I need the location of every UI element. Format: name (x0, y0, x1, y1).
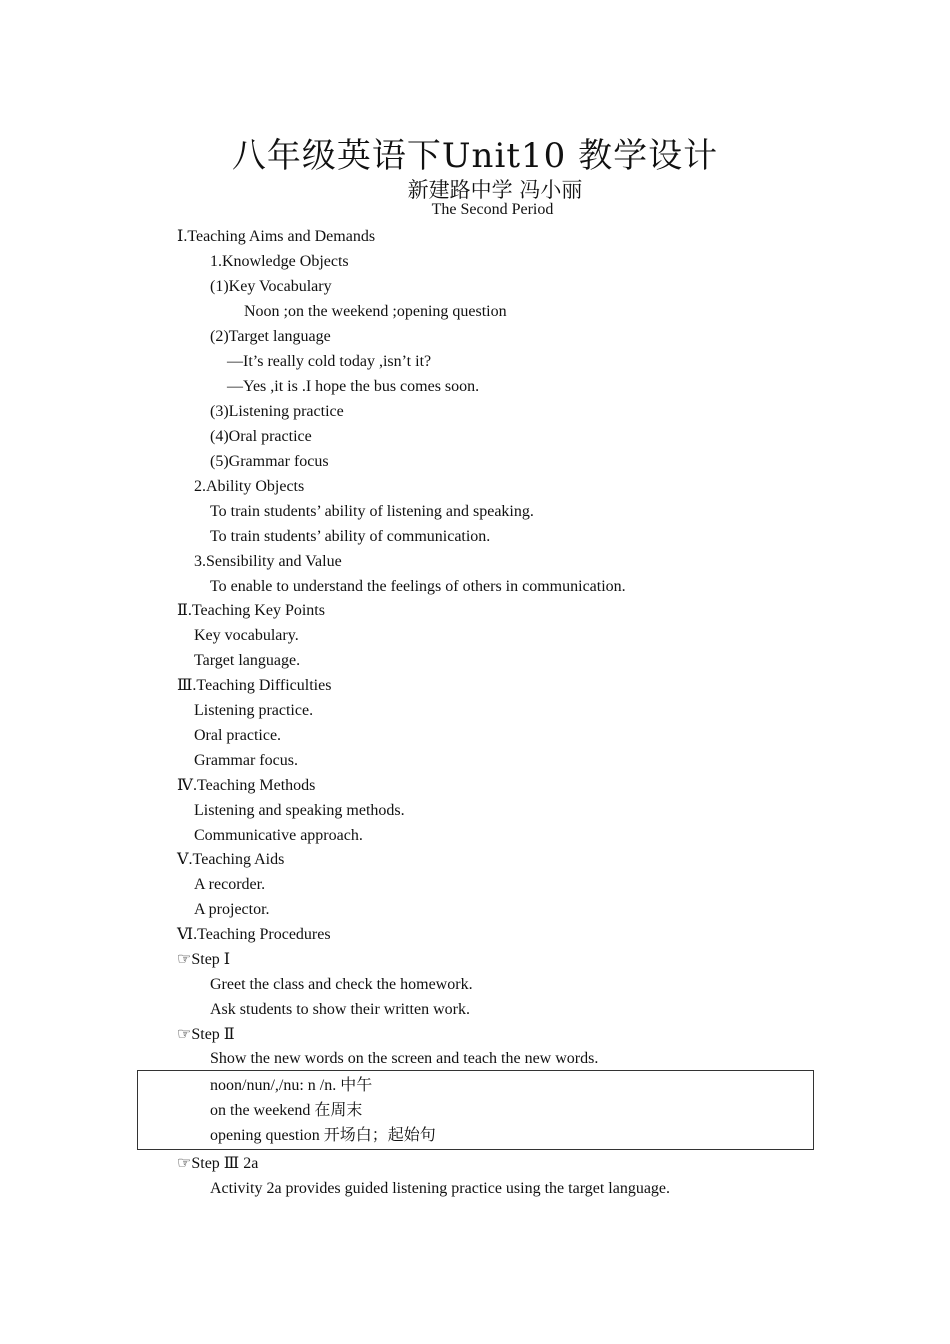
paragraph-line: Listening and speaking methods. (194, 802, 405, 819)
vocab-row: on the weekend 在周末 (210, 1102, 363, 1119)
dialogue-line: —It’s really cold today ,isn’t it? (227, 353, 432, 370)
period-line: The Second Period (431, 201, 554, 218)
section-heading-difficulties: Ⅲ.Teaching Difficulties (177, 677, 332, 694)
step-heading: ☞Step Ⅰ (177, 951, 231, 968)
item-listening: (3)Listening practice (210, 403, 344, 420)
paragraph-line: Listening practice. (194, 702, 314, 719)
paragraph-line: Greet the class and check the homework. (210, 976, 473, 993)
vocab-row: opening question 开场白；起始句 (210, 1127, 436, 1144)
section-heading-aids: Ⅴ.Teaching Aids (177, 851, 285, 868)
document-title: 八年级英语下Unit10 教学设计 (231, 136, 719, 176)
sub-heading-ability: 2.Ability Objects (194, 478, 305, 495)
paragraph-line: A projector. (194, 901, 270, 918)
paragraph-line: To train students’ ability of communication. (210, 528, 491, 545)
paragraph-line: To enable to understand the feelings of others in communication. (210, 578, 626, 595)
paragraph-line: Target language. (194, 652, 301, 669)
item-grammar: (5)Grammar focus (210, 453, 329, 470)
author-line: 新建路中学 冯小丽 (407, 178, 583, 202)
vocabulary-list: Noon ;on the weekend ;opening question (244, 303, 507, 320)
section-heading-methods: Ⅳ.Teaching Methods (177, 777, 316, 794)
section-heading-aims: Ⅰ.Teaching Aims and Demands (177, 228, 376, 245)
sub-heading-sensibility: 3.Sensibility and Value (194, 553, 342, 570)
paragraph-line: A recorder. (194, 876, 266, 893)
paragraph-line: Communicative approach. (194, 827, 363, 844)
item-key-vocabulary: (1)Key Vocabulary (210, 278, 332, 295)
section-heading-key-points: Ⅱ.Teaching Key Points (177, 602, 325, 619)
paragraph-line: Oral practice. (194, 727, 282, 744)
dialogue-line: —Yes ,it is .I hope the bus comes soon. (227, 378, 480, 395)
paragraph-line: Show the new words on the screen and teach the new words. (210, 1050, 599, 1067)
sub-heading-knowledge: 1.Knowledge Objects (210, 253, 349, 270)
paragraph-line: Activity 2a provides guided listening practice using the target language. (210, 1180, 671, 1197)
paragraph-line: Key vocabulary. (194, 627, 299, 644)
section-heading-procedures: Ⅵ.Teaching Procedures (177, 926, 331, 943)
item-oral: (4)Oral practice (210, 428, 312, 445)
step-heading: ☞Step Ⅲ 2a (177, 1155, 259, 1172)
paragraph-line: Ask students to show their written work. (210, 1001, 470, 1018)
paragraph-line: Grammar focus. (194, 752, 298, 769)
vocab-row: noon/nun/,/nu: n /n. 中午 (210, 1077, 373, 1094)
paragraph-line: To train students’ ability of listening and speaking. (210, 503, 534, 520)
step-heading: ☞Step Ⅱ (177, 1026, 235, 1043)
item-target-language: (2)Target language (210, 328, 331, 345)
